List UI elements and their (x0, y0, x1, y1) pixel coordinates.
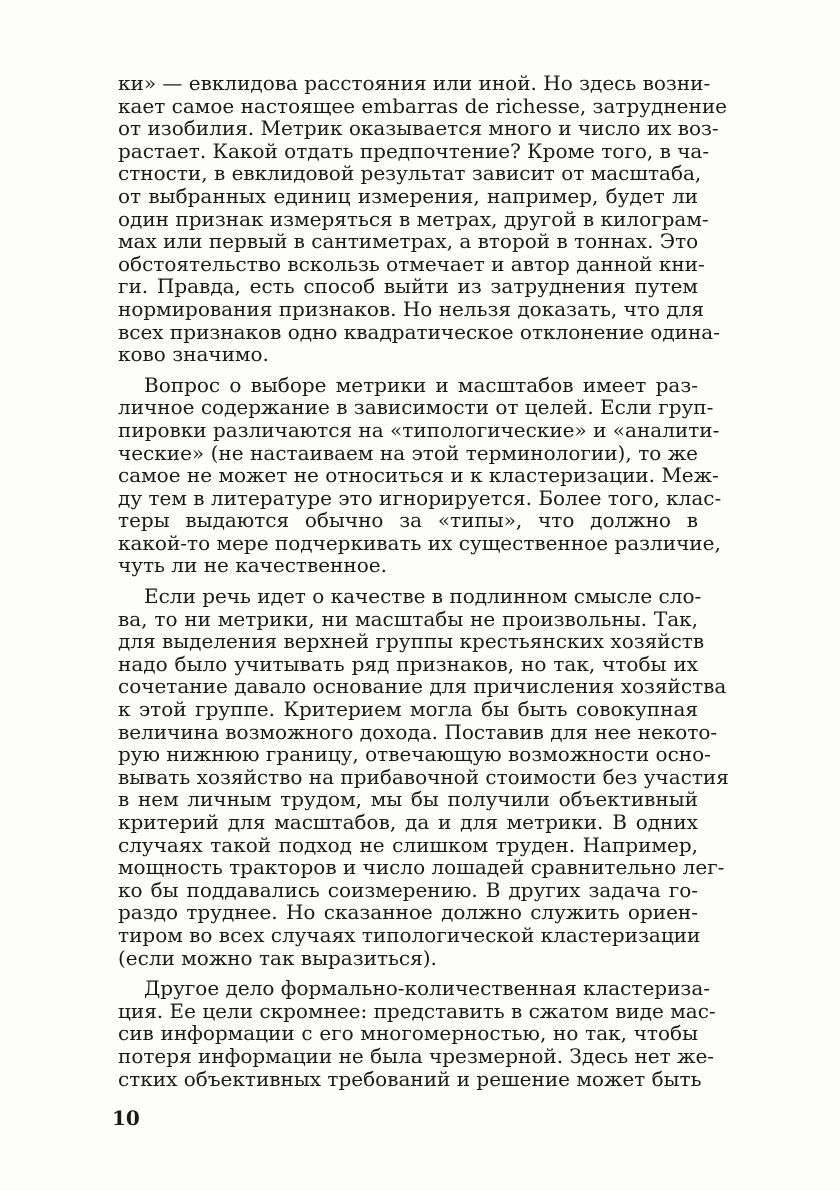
text-line: ки» — евклидова расстояния или иной. Но здесь возни- (118, 71, 711, 95)
text-line: теры выдаются обычно за «типы», что должно в (118, 508, 698, 533)
text-line: в нем личным трудом, мы бы получили объективный (118, 787, 698, 812)
paragraph (118, 372, 722, 578)
text-line: Если речь идет о качестве в подлинном смысле сло- (144, 584, 702, 609)
text-line: личное содержание в зависимости от целей. Если груп- (118, 395, 714, 420)
text-line: какой-то мере подчеркивать их существенное различие, (118, 530, 721, 555)
text-line: величина возможного дохода. Поставив для нее некото- (118, 719, 718, 744)
text-line: к этой группе. Критерием могла бы быть совокупная (118, 697, 698, 722)
text-line: сив информации с его многомерностью, но так, чтобы (118, 1021, 698, 1046)
body-text (118, 71, 729, 1091)
text-line: раздо труднее. Но сказанное должно служить ориен- (118, 900, 698, 925)
text-line: рую нижнюю границу, отвечающую возможности осно- (118, 742, 711, 767)
text-line: всех признаков одно квадратическое отклонение одина- (118, 319, 720, 344)
text-line: ду тем в литературе это игнорируется. Более того, клас- (118, 485, 722, 510)
text-line: нормирования признаков. Но нельзя доказать, что для (118, 296, 704, 321)
text-line: ва, то ни метрики, ни масштабы не произвольны. Так, (118, 606, 698, 631)
text-line: растает. Какой отдать предпочтение? Кроме того, в ча- (118, 138, 710, 163)
text-line: самое не может не относиться и к кластеризации. Меж- (118, 463, 719, 488)
text-line: кает самое настоящее embarras de richesse, затруднение (118, 93, 727, 118)
text-line: сочетание давало основание для причисления хозяйства (118, 674, 727, 699)
text-line: мах или первый в сантиметрах, а второй в тоннах. Это (118, 229, 699, 254)
text-line: надо было учитывать ряд признаков, но так, чтобы их (118, 651, 698, 676)
text-line: один признак измеряться в метрах, другой в килограм- (118, 206, 709, 231)
text-line: потеря информации не была чрезмерной. Здесь нет же- (118, 1043, 715, 1068)
paragraph (118, 976, 716, 1091)
paragraph (118, 584, 729, 970)
text-line: тиром во всех случаях типологической кластеризации (118, 922, 701, 947)
text-line: для выделения верхней группы крестьянских хозяйств (118, 629, 705, 654)
text-line: ческие» (не настаиваем на этой терминологии), то же (118, 440, 698, 465)
text-line: ги. Правда, есть способ выйти из затруднения путем (118, 274, 698, 299)
text-line: (если можно так выразиться). (118, 945, 437, 970)
text-line: ция. Ее цели скромнее: представить в сжатом виде мас- (118, 998, 716, 1023)
text-line: случаях такой подход не слишком труден. Например, (118, 832, 698, 857)
text-line: Вопрос о выборе метрики и масштабов имеет раз- (144, 372, 698, 397)
text-line: стности, в евклидовой результат зависит от масштаба, (118, 161, 702, 186)
text-line: чуть ли не качественное. (118, 553, 387, 578)
text-line: Другое дело формально-количественная кластериза- (144, 976, 711, 1001)
text-line: ково значимо. (118, 342, 269, 367)
text-line: пировки различаются на «типологические» и «аналити- (118, 417, 720, 442)
paragraph (118, 71, 727, 367)
text-line: вывать хозяйство на прибавочной стоимости без участия (118, 764, 729, 789)
text-line: ко бы поддавались соизмерению. В других задача го- (118, 877, 698, 902)
page-number: 10 (112, 1106, 140, 1130)
text-line: критерий для масштабов, да и для метрики. В одних (118, 810, 698, 834)
text-line: стких объективных требований и решение может быть (118, 1066, 702, 1091)
text-line: обстоятельство вскользь отмечает и автор данной кни- (118, 251, 705, 276)
text-line: мощность тракторов и число лошадей сравнительно лег- (118, 855, 725, 880)
text-line: от выбранных единиц измерения, например, будет ли (118, 183, 698, 208)
text-line: от изобилия. Метрик оказывается много и число их воз- (118, 116, 719, 141)
